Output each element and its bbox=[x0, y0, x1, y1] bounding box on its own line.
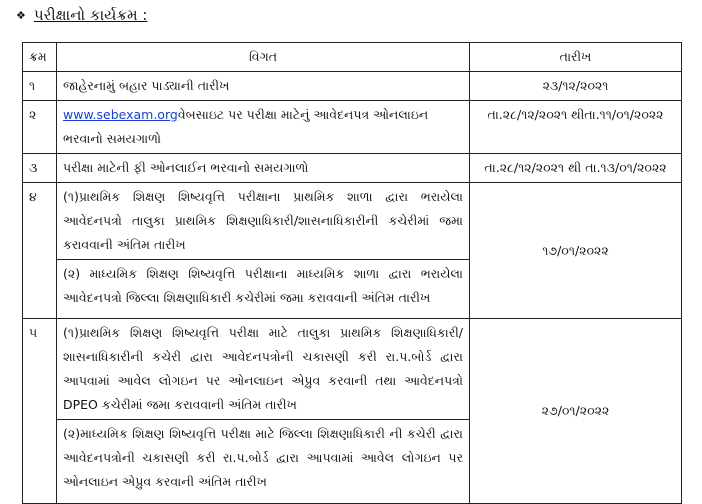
row-number: ૪ bbox=[23, 183, 57, 319]
row-number: ૨ bbox=[23, 101, 57, 154]
header-date: તારીખ bbox=[470, 43, 682, 72]
row-date: ૧૭/૦૧/૨૦૨૨ bbox=[470, 183, 682, 319]
row-date: ૨૩/૧૨/૨૦૨૧ bbox=[470, 72, 682, 101]
row-date: તા.૨૮/૧૨/૨૦૨૧ થીતા.૧૧/૦૧/૨૦૨૨ bbox=[470, 101, 682, 154]
website-link[interactable]: www.sebexam.org bbox=[63, 107, 178, 122]
section-title: પરીક્ષાનો કાર્યક્રમ : bbox=[33, 6, 148, 24]
row-details-part-2: (૨) માધ્યમિક શિક્ષણ શિષ્યવૃત્તિ પરીક્ષાના માધ્યમિક શાળા દ્વારા ભરાયેલા આવેદનપત્રો જિલ્લા શિક્ષણાધિકારી કચેરીમાં જમા કરાવવાની અંતિમ તારીખ bbox=[57, 260, 470, 319]
row-details-part-1: (૧)પ્રાથમિક શિક્ષણ શિષ્યવૃત્તિ પરીક્ષાના પ્રાથમિક શાળા દ્વારા ભરાયેલા આવેદનપત્રો તાલુકા પ્રાથમિક શિક્ષણાધિકારી/શાસનાધિકારીની કચેરીમાં જમા કરાવવાની અંતિમ તારીખ bbox=[57, 183, 470, 260]
row-details-text: વેબસાઇટ પર પરીક્ષા માટેનું આવેદનપત્ર ઓનલાઇન ભરવાનો સમયગાળો bbox=[63, 107, 429, 146]
schedule-table bbox=[22, 42, 682, 504]
row-details-part-2: (૨)માધ્યમિક શિક્ષણ શિષ્યવૃત્તિ પરીક્ષા માટે જિલ્લા શિક્ષણાધિકારી ની કચેરી દ્વારા આવેદનપત્રોની ચકાસણી કરી રા.પ.બોર્ડ દ્વારા આપવામાં આવેલ લોગઇન પર ઓનલાઇન એપ્રુવ કરવાની અંતિમ તારીખ bbox=[57, 420, 470, 504]
table-row bbox=[23, 154, 682, 183]
row-details bbox=[57, 101, 470, 154]
header-number: ક્રમ bbox=[23, 43, 57, 72]
table-row bbox=[23, 183, 682, 260]
row-number: ૫ bbox=[23, 319, 57, 504]
row-number: ૧ bbox=[23, 72, 57, 101]
row-date: ૨૭/૦૧/૨૦૨૨ bbox=[470, 319, 682, 504]
row-number: ૩ bbox=[23, 154, 57, 183]
table-header-row bbox=[23, 43, 682, 72]
table-row bbox=[23, 72, 682, 101]
table-row bbox=[23, 319, 682, 420]
row-details: જાહેરનામું બહાર પાડ્યાની તારીખ bbox=[57, 72, 470, 101]
row-date: તા.૨૮/૧૨/૨૦૨૧ થી તા.૧૩/૦૧/૨૦૨૨ bbox=[470, 154, 682, 183]
section-heading bbox=[16, 6, 147, 24]
row-details-part-1: (૧)પ્રાથમિક શિક્ષણ શિષ્યવૃત્તિ પરીક્ષા માટે તાલુકા પ્રાથમિક શિક્ષણાધિકારી/ શાસનાધિકારીની કચેરી દ્વારા આવેદનપત્રોની ચકાસણી કરી રા.પ.બોર્ડ દ્વારા આપવામાં આવેલ લોગઇન પર ઓનલાઇન એપ્રુવ કરવાની તથા આવેદનપત્રો DPEO કચેરીમાં જમા કરાવવાની અંતિમ તારીખ bbox=[57, 319, 470, 420]
header-details: વિગત bbox=[57, 43, 470, 72]
row-details: પરીક્ષા માટેની ફી ઓનલાઈન ભરવાનો સમયગાળો bbox=[57, 154, 470, 183]
table-row bbox=[23, 101, 682, 154]
diamond-bullet-icon: ❖ bbox=[16, 8, 26, 22]
